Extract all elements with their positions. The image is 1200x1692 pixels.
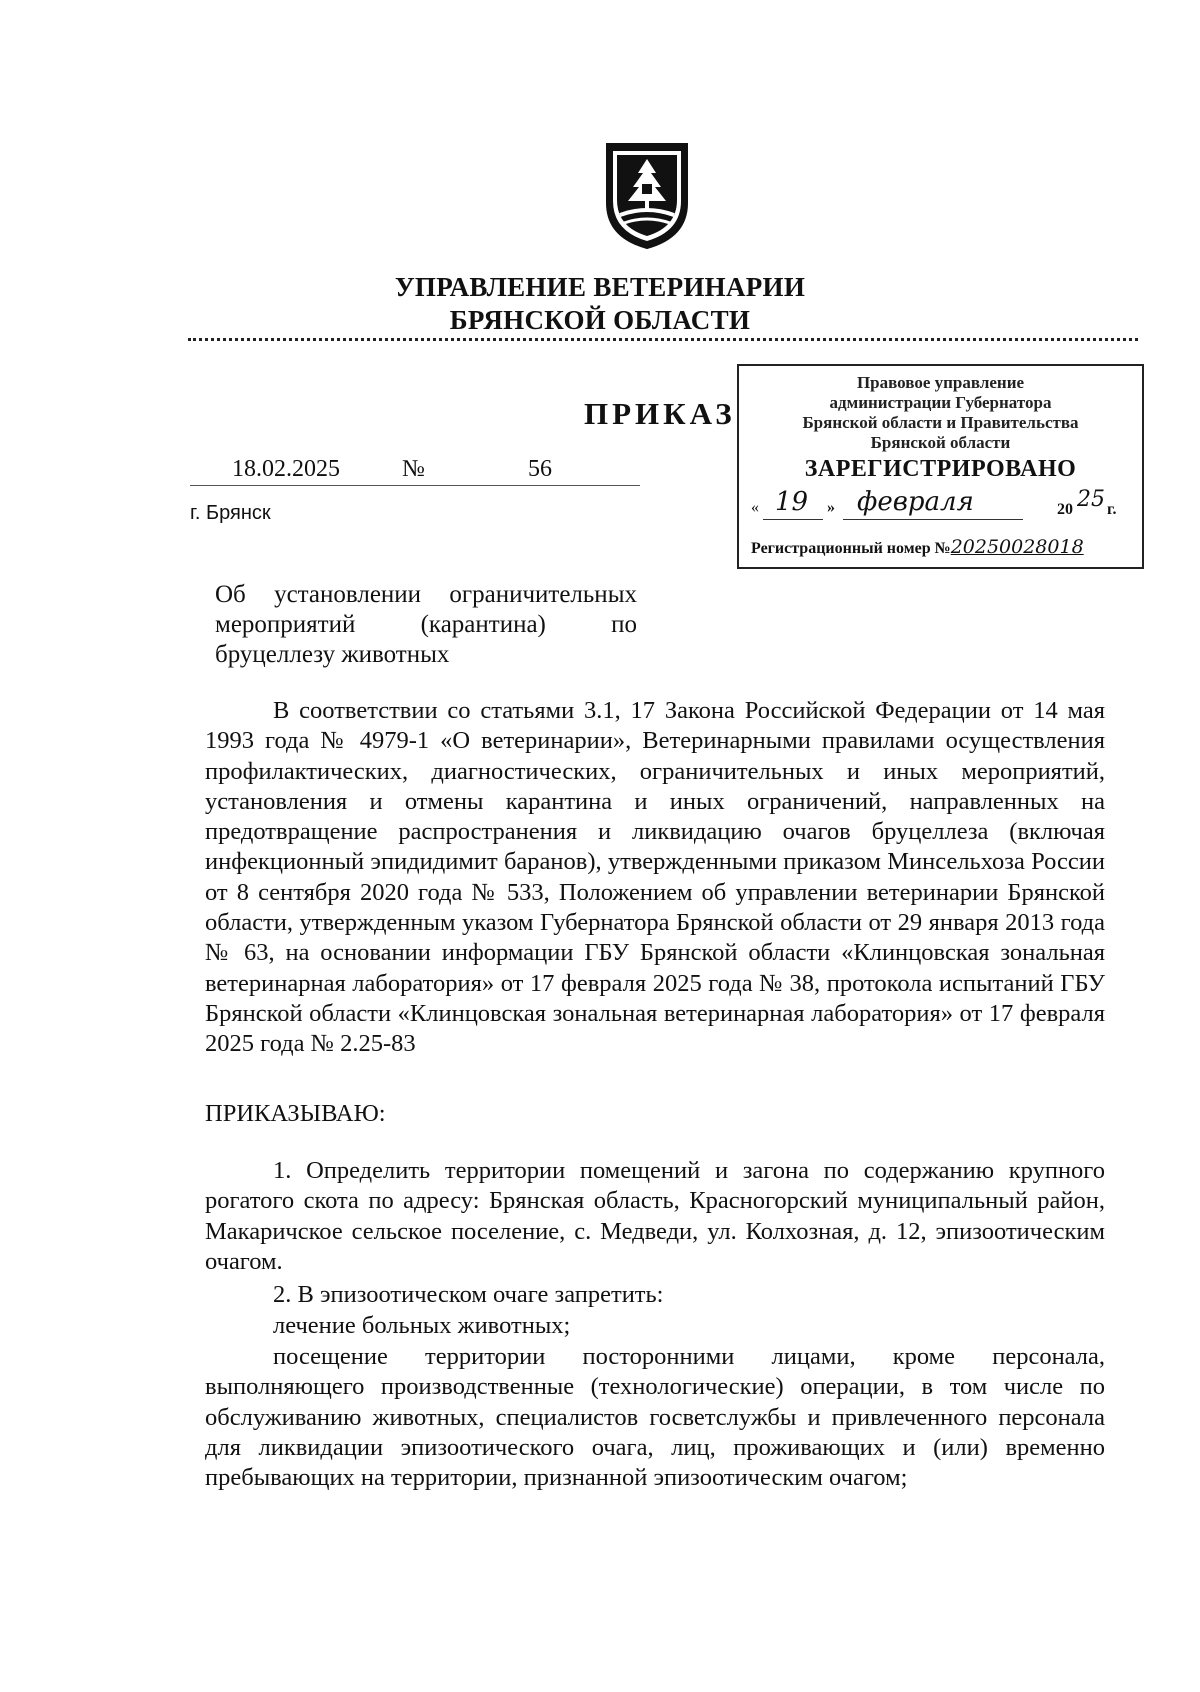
coat-of-arms-icon <box>604 141 690 251</box>
stamp-day: 19 <box>775 487 809 517</box>
preamble-paragraph: В соответствии со статьями 3.1, 17 Закона Российской Федерации от 14 мая 1993 года № 4979-1 «О ветеринарии», Ветеринарными правилами осуществления профилактических, диагностических, ограничительных и иных мероприятий, установления и отмены карантина и иных ограничений, направленных на предотвращение распространения и ликвидацию очагов бруцеллеза (включая инфекционный эпидидимит баранов), утвержденными приказом Минсельхоза России от 8 сентября 2020 года № 533, Положением об управлении ветеринарии Брянской области, утвержденным указом Губернатора Брянской области от 29 января 2013 года № 63, на основании информации ГБУ Брянской области «Клинцовская зональная ветеринарная лаборатория» от 17 февраля 2025 года № 38, протокола испытаний ГБУ Брянской области «Клинцовская зональная ветеринарная лаборатория» от 17 февраля 2025 года № 2.25-83 <box>205 697 1105 1058</box>
stamp-close-quote: » <box>827 499 835 516</box>
stamp-line3: Брянской области и Правительства <box>802 413 1079 432</box>
org-name-line1: УПРАВЛЕНИЕ ВЕТЕРИНАРИИ <box>394 272 806 302</box>
order-subject: Об установлении ограничительных мероприятий (карантина) по бруцеллезу животных <box>215 581 637 668</box>
org-name-line2: БРЯНСКОЙ ОБЛАСТИ <box>449 305 751 335</box>
order-item-1: 1. Определить территории помещений и загона по содержанию крупного рогатого скота по адресу: Брянская область, Красногорский муниципальный район, Макаричское сельское поселение, с. Медведи, ул. Колхозная, д. 12, эпизоотическим очагом. <box>205 1157 1105 1275</box>
stamp-line1: Правовое управление <box>856 373 1025 392</box>
order-date: 18.02.2025 <box>232 456 340 482</box>
stamp-line4: Брянской области <box>870 433 1011 452</box>
order-city: г. Брянск <box>190 502 271 524</box>
stamp-year-suffix: 25 <box>1077 487 1105 512</box>
registration-stamp <box>737 364 1144 569</box>
stamp-reg-number-row <box>751 536 1084 558</box>
document-title: ПРИКАЗ <box>584 396 736 431</box>
stamp-date <box>739 485 1142 523</box>
order-number: 56 <box>528 456 552 482</box>
stamp-reg-label: Регистрационный номер № <box>751 540 951 557</box>
order-word: ПРИКАЗЫВАЮ: <box>205 1100 386 1127</box>
stamp-year-unit: г. <box>1107 501 1117 518</box>
stamp-reg-number: 20250028018 <box>950 536 1084 558</box>
order-item-2-a: лечение больных животных; <box>273 1312 571 1339</box>
order-item-2-b: посещение территории посторонними лицами, кроме персонала, выполняющего производственные (технологические) операции, в том числе по обслуживанию животных, специалистов госветслужбы и привлеченного персонала для ликвидации эпизоотического очага, лиц, проживающих и (или) временно пребывающих на территории, признанной эпизоотическим очагом; <box>205 1343 1105 1492</box>
order-number-label: № <box>402 456 425 482</box>
stamp-month: февраля <box>857 487 974 517</box>
order-item-2: 2. В эпизоотическом очаге запретить: <box>273 1281 664 1308</box>
stamp-line2: администрации Губернатора <box>829 393 1052 412</box>
stamp-year-prefix: 20 <box>1057 501 1073 518</box>
stamp-open-quote: « <box>751 499 759 516</box>
stamp-registered: ЗАРЕГИСТРИРОВАНО <box>804 456 1077 482</box>
order-date-number-line <box>190 455 640 486</box>
header-divider <box>188 338 1138 341</box>
